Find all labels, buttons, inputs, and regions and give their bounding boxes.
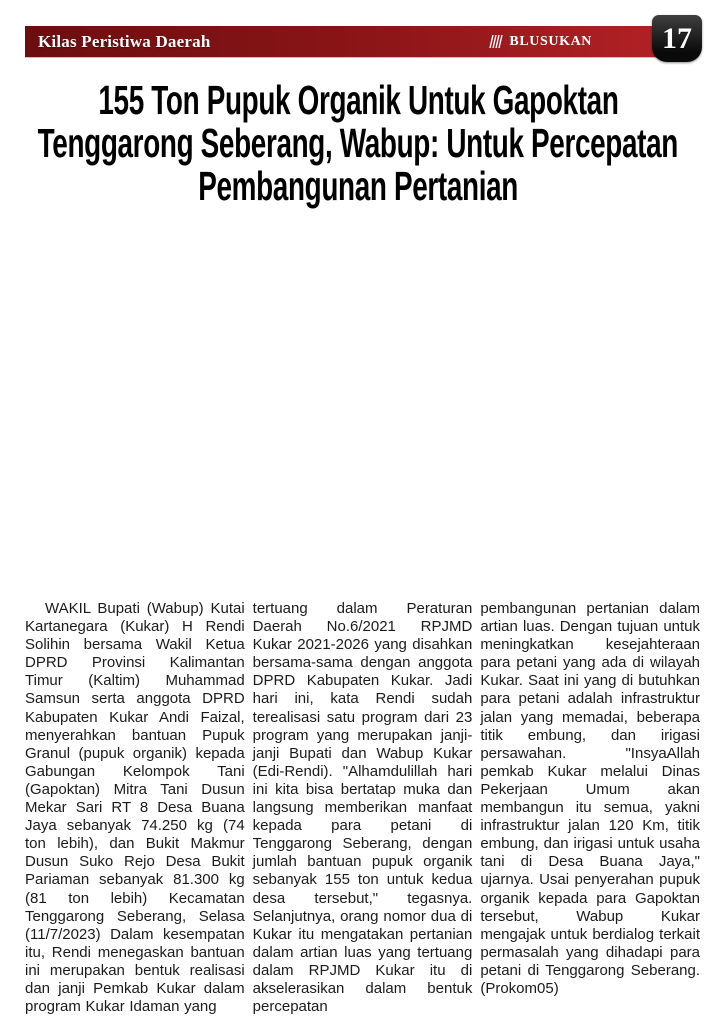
section-title: Kilas Peristiwa Daerah (38, 31, 211, 51)
article-title-line: 155 Ton Pupuk Organik Untuk Gapoktan (97, 77, 619, 123)
page-number: 17 (662, 21, 692, 55)
brand (487, 34, 592, 50)
section-header-bar (25, 26, 658, 57)
brand-label: BLUSUKAN (509, 33, 592, 49)
article-image-area (25, 212, 700, 592)
article-column-3: pembangunan pertanian dalam artian luas. Dengan tujuan untuk meningkatkan kesejahteraan para petani yang ada di wilayah Kukar. Saat ini yang di butuhkan para petani adalah infrastruktur jalan yang memadai, beberapa titik embung, dan irigasi persawahan. "InsyaAllah pemkab Kukar melalui Dinas Pekerjaan Umum akan membangun itu semua, yakni infrastruktur jalan 120 Km, titik embung, dan irigasi untuk usaha tani di Desa Buana Jaya," ujarnya. Usai penyerahan pupuk organik kepada para Gapoktan tersebut, Wabup Kukar mengajak untuk berdialog terkait permasalah yang dihadapi para petani di Tenggarong Seberang. (Prokom05) (480, 600, 701, 997)
article-column-1: WAKIL Bupati (Wabup) Kutai Kartanegara (Kukar) H Rendi Solihin bersama Wakil Ketua DPRD Provinsi Kalimantan Timur (Kaltim) Muhammad Samsun serta anggota DPRD Kabupaten Kukar Andi Faizal, menyerahkan bantuan Pupuk Granul (pupuk organik) kepada Gabungan Kelompok Tani (Gapoktan) Mitra Tani Dusun Mekar Sari RT 8 Desa Buana Jaya sebanyak 74.250 kg (74 ton lebih), dan Bukit Makmur Dusun Suko Rejo Desa Bukit Pariaman sebanyak 81.300 kg (81 ton lebih) Kecamatan Tenggarong Seberang, Selasa (11/7/2023) Dalam kesempatan itu, Rendi menegaskan bantuan ini merupakan bentuk realisasi dan janji Pemkab Kukar dalam program Kukar Idaman yang (25, 600, 245, 1016)
hatch-stripes-icon (487, 35, 503, 48)
article-column-2: tertuang dalam Peraturan Daerah No.6/2021 RPJMD Kukar 2021-2026 yang disahkan bersama-sama dengan anggota DPRD Kabupaten Kukar. Jadi hari ini, kata Rendi sudah terealisasi satu program dari 23 program yang merupakan janji-janji Bupati dan Wabup Kukar (Edi-Rendi). "Alhamdulillah hari ini kita bisa bertatap muka dan langsung memberikan manfaat kepada para petani di Tenggarong Seberang, dengan jumlah bantuan pupuk organik sebanyak 155 ton untuk kedua desa tersebut," tegasnya. Selanjutnya, orang nomor dua di Kukar itu mengatakan pertanian dalam artian luas yang tertuang dalam RPJMD Kukar itu di akselerasikan dalam bentuk percepatan (252, 600, 473, 1016)
article-title-line: Pembangunan Pertanian (198, 163, 518, 209)
article-body (25, 600, 700, 1016)
page-number-badge (652, 15, 702, 62)
article-title-line: Tenggarong Seberang, Wabup: Untuk Percepatan (37, 120, 679, 166)
article-title (0, 79, 716, 208)
